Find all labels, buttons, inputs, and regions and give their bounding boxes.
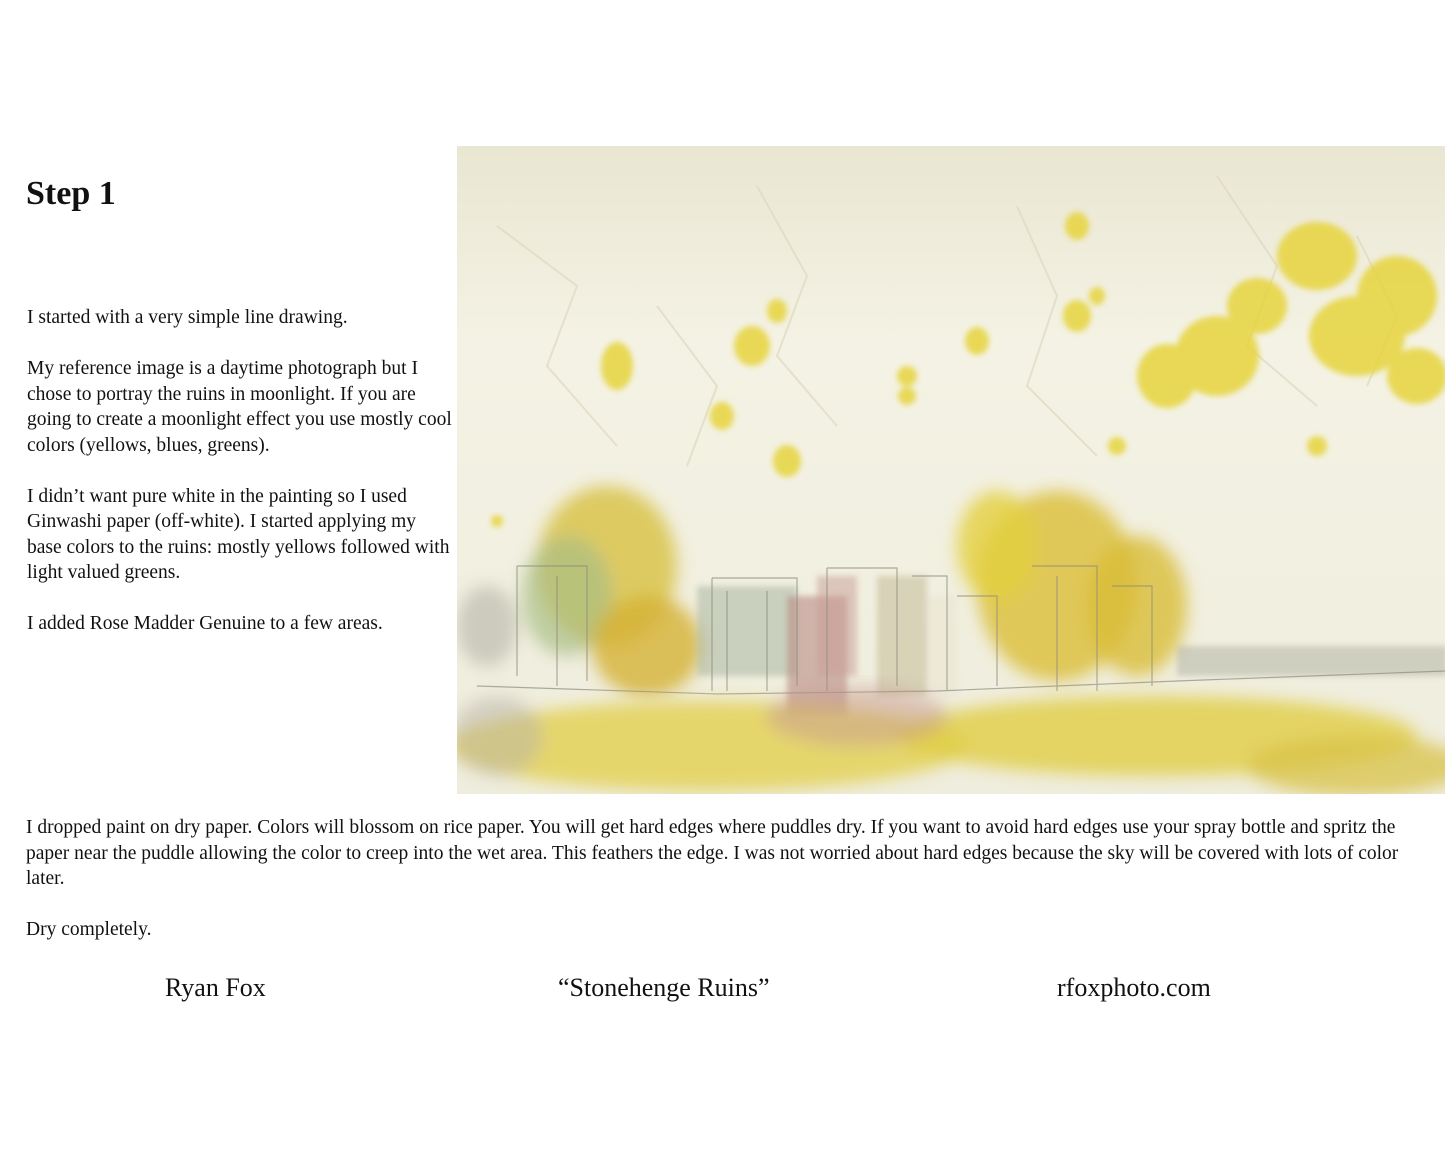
artwork-title: “Stonehenge Ruins” bbox=[558, 973, 770, 1002]
intro-text bbox=[27, 305, 452, 662]
website-url: rfoxphoto.com bbox=[1057, 973, 1211, 1002]
body-text bbox=[26, 815, 1421, 968]
intro-paragraph: I started with a very simple line drawing. bbox=[27, 307, 348, 328]
body-paragraph: Dry completely. bbox=[26, 919, 152, 940]
intro-paragraph: I added Rose Madder Genuine to a few areas. bbox=[27, 613, 383, 634]
body-paragraph: I dropped paint on dry paper. Colors will blossom on rice paper. You will get hard edges where puddles dry. If you want to avoid hard edges use your spray bottle and spritz the paper near the puddle allowing the color to creep into the wet area. This feathers the edge. I was not worried about hard edges because the sky will be covered with lots of color later. bbox=[26, 817, 1399, 889]
step-title: Step 1 bbox=[26, 175, 116, 212]
intro-paragraph: I didn’t want pure white in the painting so I used Ginwashi paper (off-white). I started applying my base colors to the ruins: mostly yellows followed with light valued greens. bbox=[27, 485, 450, 583]
intro-paragraph: My reference image is a daytime photograph but I chose to portray the ruins in moonlight. If you are going to create a moonlight effect you use mostly cool colors (yellows, blues, greens). bbox=[27, 358, 452, 456]
stonehenge-painting-image bbox=[457, 146, 1445, 794]
artist-name: Ryan Fox bbox=[165, 973, 266, 1002]
